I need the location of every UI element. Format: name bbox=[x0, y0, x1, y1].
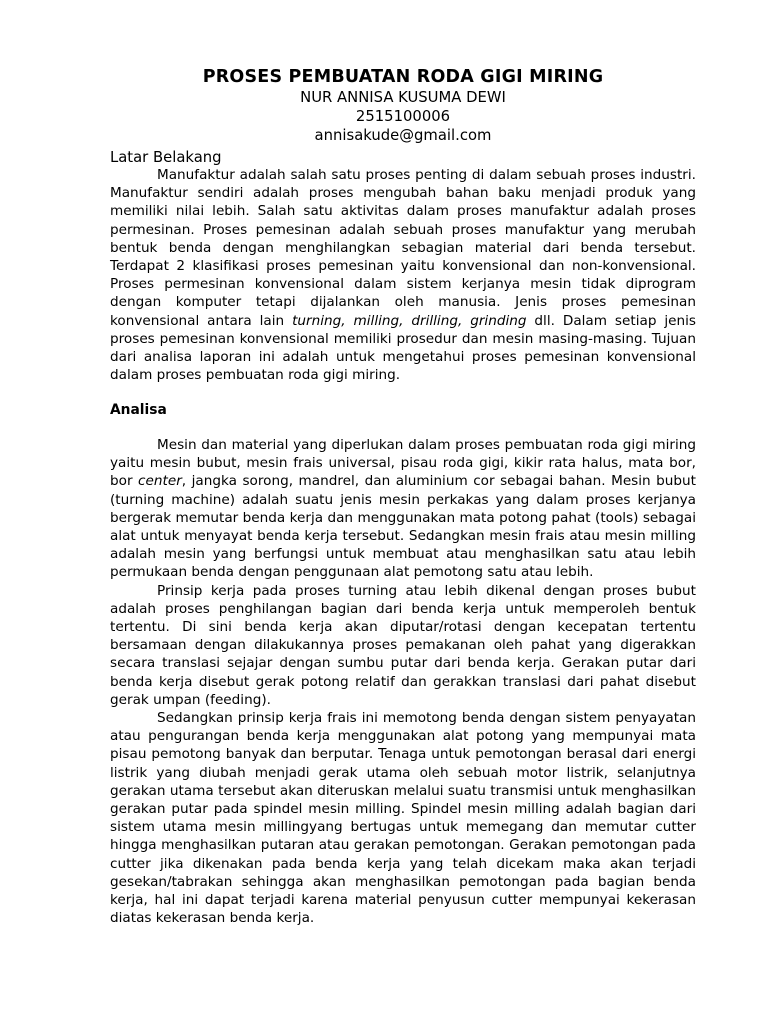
paragraph: Sedangkan prinsip kerja frais ini memotong benda dengan sistem penyayatan atau pengurangan benda kerja menggunakan alat potong yang mempunyai mata pisau pemotong banyak dan berputar. Tenaga untuk pemotongan berasal dari energi listrik yang diubah menjadi gerak utama oleh sebuah motor listrik, selanjutnya gerakan utama tersebut akan diteruskan melalui suatu transmisi untuk menghasilkan gerakan putar pada spindel mesin milling. Spindel mesin milling adalah bagian dari sistem utama mesin millingyang bertugas untuk memegang dan memutar cutter hingga menghasilkan putaran atau gerakan pemotongan. Gerakan pemotongan pada cutter jika dikenakan pada benda kerja yang telah dicekam maka akan terjadi gesekan/tabrakan sehingga akan menghasilkan pemotongan pada bagian benda kerja, hal ini dapat terjadi karena material penyusun cutter mempunyai kekerasan diatas kekerasan benda kerja. bbox=[110, 710, 696, 927]
student-id: 2515100006 bbox=[355, 108, 451, 125]
document-header bbox=[110, 66, 696, 145]
paragraph bbox=[110, 166, 696, 384]
paragraph-text: , jangka sorong, mandrel, dan aluminium cor sebagai bahan. Mesin bubut (turning machine) adalah suatu jenis mesin perkakas yang dalam proses kerjanya bergerak memutar benda kerja dan menggunakan mata potong pahat (tools) sebagai alat untuk menyayat benda kerja tersebut. Sedangkan mesin frais atau mesin milling adalah mesin yang berfungsi untuk membuat atau menghasilkan satu atau lebih permukaan benda dengan penggunaan alat pemotong satu atau lebih. bbox=[110, 473, 696, 581]
paragraph bbox=[110, 436, 696, 582]
paragraph-text: dll. Dalam setiap jenis proses pemesinan konvensional memiliki prosedur dan mesin masing-masing. Tujuan dari analisa laporan ini adalah untuk mengetahui proses pemesinan konvensional dalam proses pembuatan roda gigi miring. bbox=[110, 312, 696, 384]
section-analisa bbox=[110, 436, 696, 927]
section-latar-belakang bbox=[110, 166, 696, 384]
heading-analisa: Analisa bbox=[110, 402, 167, 418]
italic-term: center bbox=[138, 473, 182, 490]
document-title: PROSES PEMBUATAN RODA GIGI MIRING bbox=[202, 67, 604, 87]
paragraph: Prinsip kerja pada proses turning atau lebih dikenal dengan proses bubut adalah proses penghilangan bagian dari benda kerja untuk memperoleh bentuk tertentu. Di sini benda kerja akan diputar/rotasi dengan kecepatan tertentu bersamaan dengan dilakukannya proses pemakanan oleh pahat yang digerakkan secara translasi sejajar dengan sumbu putar dari benda kerja. Gerakan putar dari benda kerja disebut gerak potong relatif dan gerakkan translasi dari pahat disebut gerak umpan (feeding). bbox=[110, 582, 696, 708]
author-email: annisakude@gmail.com bbox=[314, 127, 492, 144]
paragraph-text: Manufaktur adalah salah satu proses penting di dalam sebuah proses industri. Manufaktur sendiri adalah proses mengubah bahan baku menjadi produk yang memiliki nilai lebih. Salah satu aktivitas dalam proses manufaktur adalah proses permesinan. Proses pemesinan adalah sebuah proses manufaktur yang merubah bentuk benda dengan menghilangkan sebagian material dari benda tersebut. Terdapat 2 klasifikasi proses pemesinan yaitu konvensional dan non-konvensional. Proses permesinan konvensional dalam sistem kerjanya mesin tidak diprogram dengan komputer tetapi dijalankan oleh manusia. Jenis proses pemesinan konvensional antara lain bbox=[110, 167, 696, 329]
heading-latar-belakang: Latar Belakang bbox=[110, 149, 222, 166]
paragraph-text: Mesin dan material yang diperlukan dalam proses pembuatan roda gigi miring yaitu mesin bubut, mesin frais universal, pisau roda gigi, kikir rata halus, mata bor, bor bbox=[110, 437, 696, 490]
author-name: NUR ANNISA KUSUMA DEWI bbox=[300, 89, 506, 106]
italic-terms: turning, milling, drilling, grinding bbox=[292, 312, 527, 329]
